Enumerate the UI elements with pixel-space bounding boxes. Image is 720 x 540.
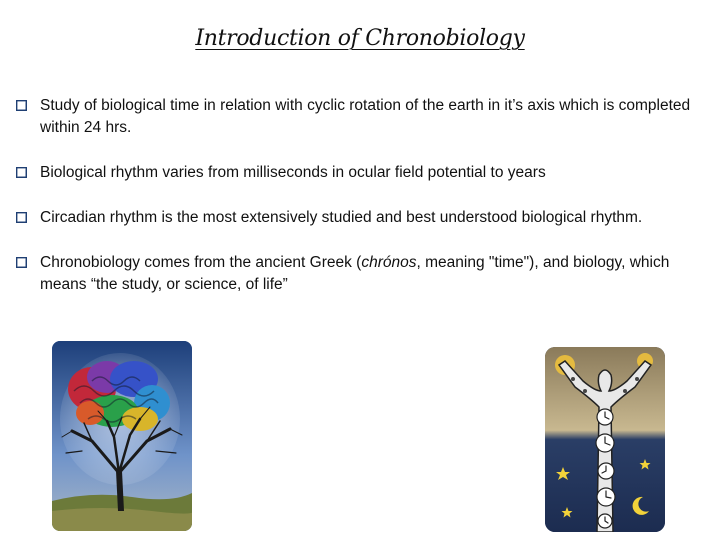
- brain-tree-illustration-icon: [52, 341, 192, 531]
- clock-figure-illustration-icon: [545, 347, 665, 532]
- clock-figure-image: [545, 347, 665, 532]
- checkbox-bullet-icon: [16, 212, 27, 223]
- brain-tree-image: [52, 341, 192, 531]
- checkbox-bullet-icon: [16, 167, 27, 178]
- bullet-text-italic: chrónos: [361, 254, 417, 271]
- bullet-item: [16, 252, 706, 296]
- bullet-item: [16, 207, 706, 229]
- bullet-text: Study of biological time in relation with cyclic rotation of the earth in it’s axis which is completed within 24 hrs.: [40, 97, 691, 136]
- bullet-item: [16, 162, 706, 184]
- bullet-text-after: , meaning "time"), and biology, which means “the study, or science, of life”: [40, 254, 670, 293]
- bullet-text-before: Chronobiology comes from the ancient Greek (: [40, 254, 362, 271]
- bullet-item: [16, 95, 706, 139]
- bullet-text: Circadian rhythm is the most extensively studied and best understood biological rhythm.: [40, 209, 643, 226]
- slide-title: Introduction of Chronobiology: [195, 26, 525, 51]
- bullet-text: Biological rhythm varies from milliseconds in ocular field potential to years: [40, 164, 546, 181]
- bullet-list: [16, 95, 706, 319]
- checkbox-bullet-icon: [16, 257, 27, 268]
- checkbox-bullet-icon: [16, 100, 27, 111]
